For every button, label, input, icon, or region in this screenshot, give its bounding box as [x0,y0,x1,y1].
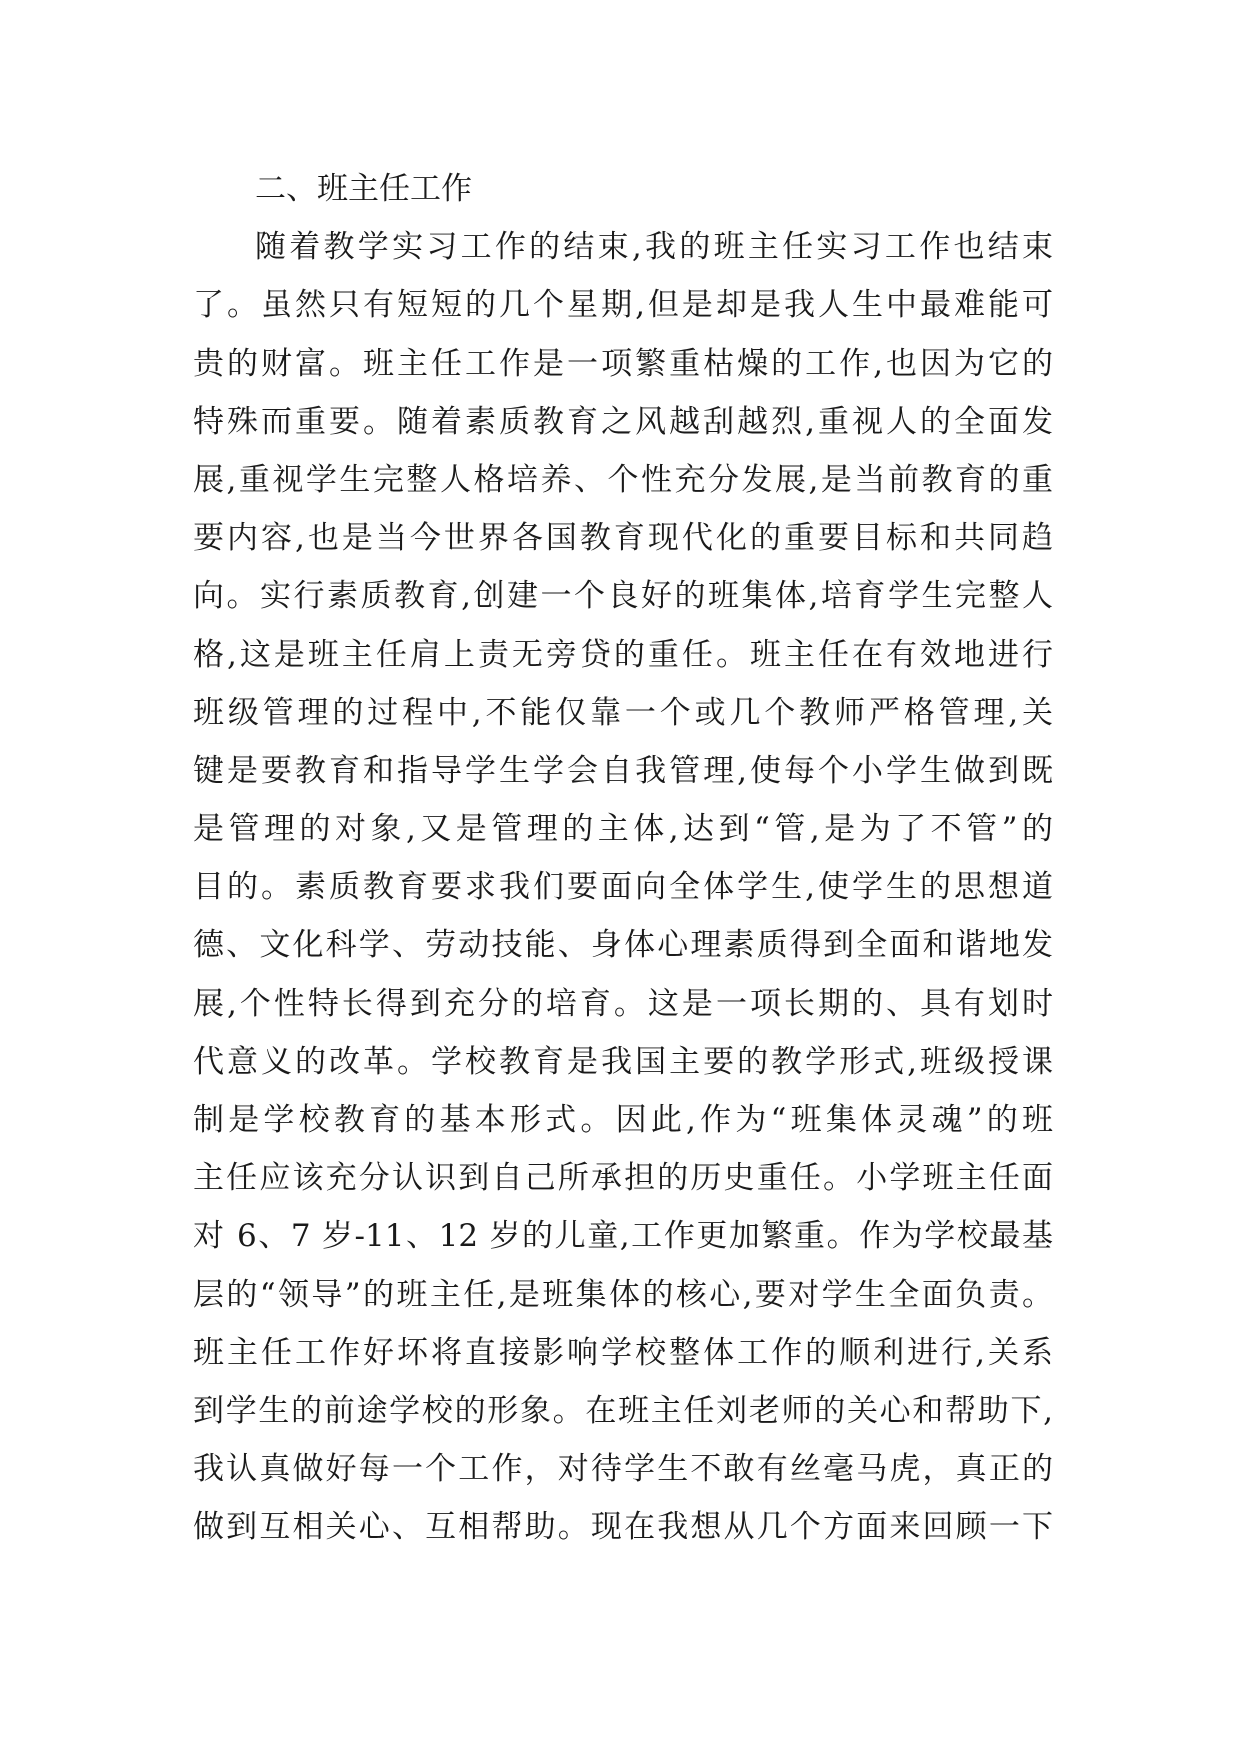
paragraph-line: 特殊而重要。随着素质教育之风越刮越烈,重视人的全面发 [193,403,1053,440]
paragraph-line: 主任应该充分认识到自己所承担的历史重任。小学班主任面 [193,1160,1053,1197]
paragraph-line: 到学生的前途学校的形象。在班主任刘老师的关心和帮助下, [193,1392,1053,1429]
paragraph-line: 展,个性特长得到充分的培育。这是一项长期的、具有划时 [193,985,1053,1022]
paragraph-line: 班主任工作好坏将直接影响学校整体工作的顺利进行,关系 [193,1334,1053,1371]
paragraph-line: 要内容,也是当今世界各国教育现代化的重要目标和共同趋 [193,520,1053,557]
paragraph-line: 我认真做好每一个工作，对待学生不敢有丝毫马虎，真正的 [193,1451,1053,1488]
paragraph-line: 对 6、7 岁-11、12 岁的儿童,工作更加繁重。作为学校最基 [193,1218,1053,1255]
paragraph-line: 做到互相关心、互相帮助。现在我想从几个方面来回顾一下 [193,1509,1053,1546]
paragraph-line: 格,这是班主任肩上责无旁贷的重任。班主任在有效地进行 [193,636,1053,673]
paragraph-line: 随着教学实习工作的结束,我的班主任实习工作也结束 [255,229,1053,266]
paragraph-line: 制是学校教育的基本形式。因此,作为“班集体灵魂”的班 [193,1102,1053,1138]
paragraph-line: 向。实行素质教育,创建一个良好的班集体,培育学生完整人 [193,578,1053,615]
paragraph-line: 目的。素质教育要求我们要面向全体学生,使学生的思想道 [193,869,1053,906]
paragraph-line: 层的“领导”的班主任,是班集体的核心,要对学生全面负责。 [193,1276,1053,1313]
paragraph-line: 展,重视学生完整人格培养、个性充分发展,是当前教育的重 [193,461,1053,498]
body-text [193,160,1053,1557]
paragraph-line: 键是要教育和指导学生学会自我管理,使每个小学生做到既 [193,752,1053,789]
section-heading: 二、班主任工作 [255,171,472,207]
paragraph-line: 了。虽然只有短短的几个星期,但是却是我人生中最难能可 [193,287,1053,324]
paragraph-line: 贵的财富。班主任工作是一项繁重枯燥的工作,也因为它的 [193,345,1053,382]
paragraph-line: 代意义的改革。学校教育是我国主要的教学形式,班级授课 [193,1043,1053,1080]
paragraph-line: 班级管理的过程中,不能仅靠一个或几个教师严格管理,关 [193,694,1053,731]
paragraph-line: 是管理的对象,又是管理的主体,达到“管,是为了不管”的 [193,811,1053,848]
paragraph-line: 德、文化科学、劳动技能、身体心理素质得到全面和谐地发 [193,927,1053,964]
